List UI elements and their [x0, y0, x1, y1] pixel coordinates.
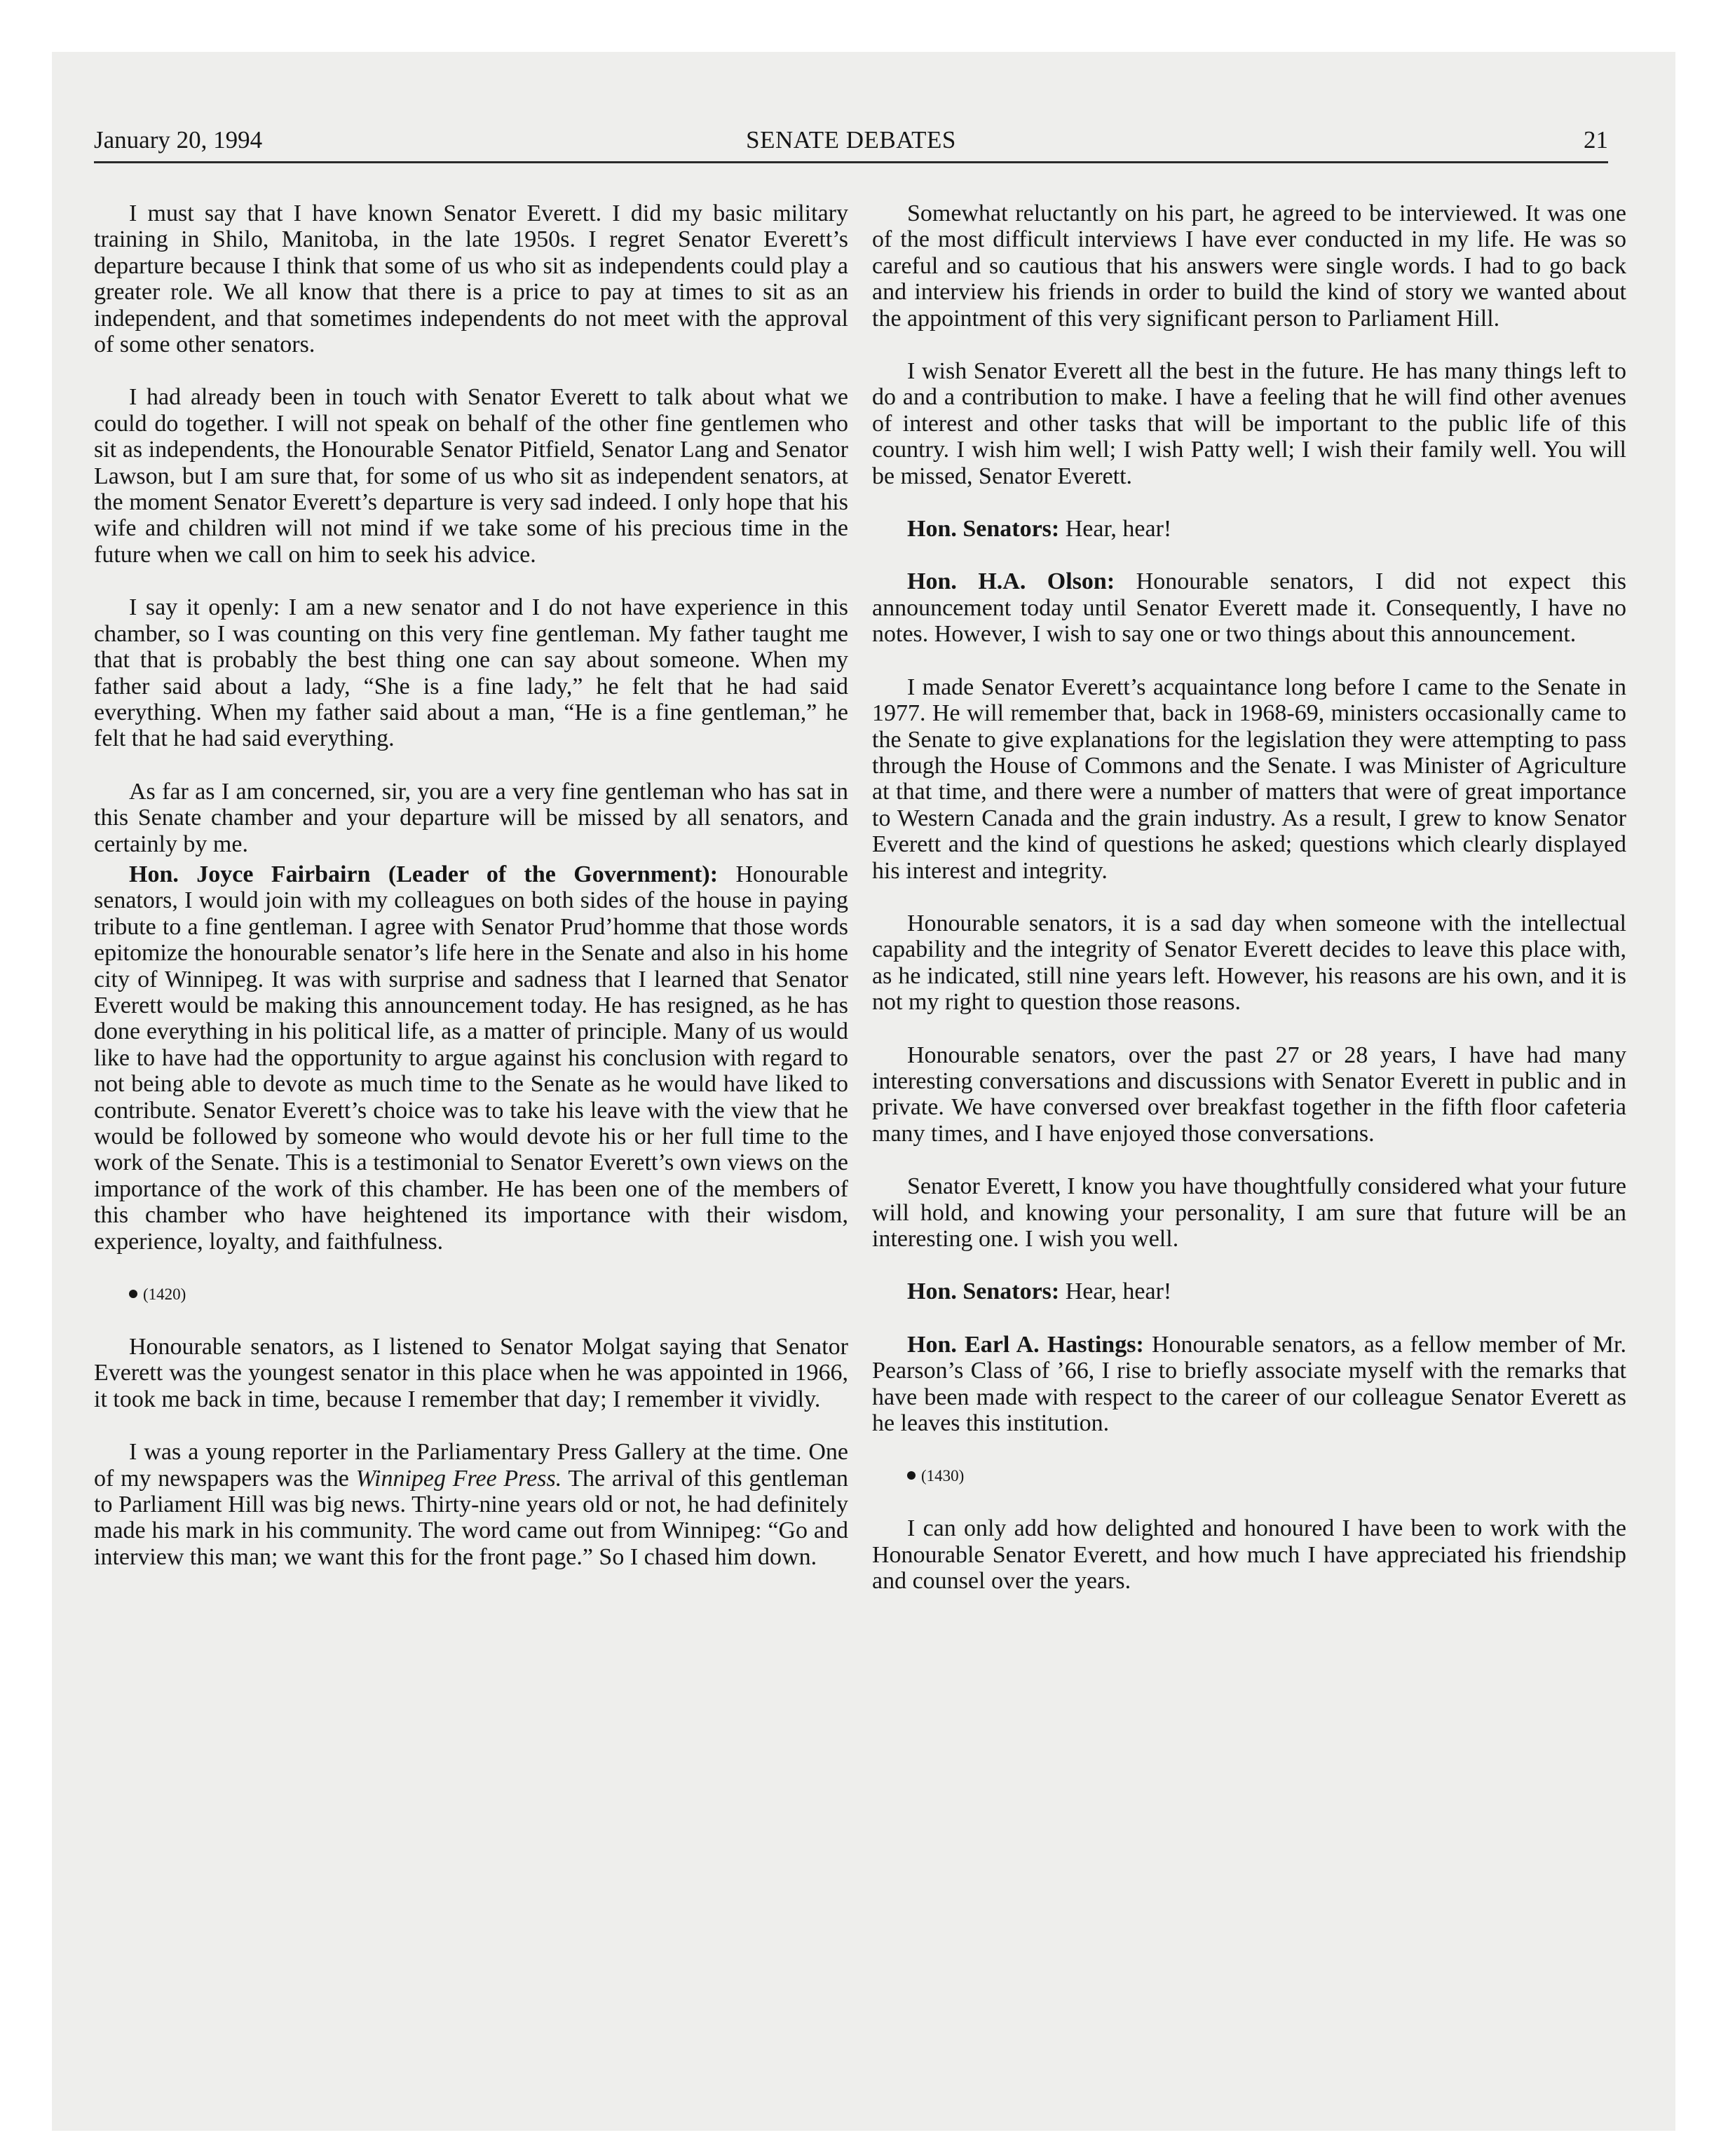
time-marker-label: (1430) [921, 1467, 965, 1485]
paragraph: Somewhat reluctantly on his part, he agreed to be interviewed. It was one of the most difficult interviews I have ever conducted in my life. He was so careful and so cautious that his answers were single words. I had to go back and interview his friends in order to build the kind of story we wanted about the appointment of this very significant person to Parliament Hill. [872, 200, 1626, 332]
speech-text: Honourable senators, I would join with my colleagues on both sides of the house in paying tribute to a fine gentleman. I agree with Senator Prud’homme that those words epitomize the honourable senator’s life here in the Senate and also in his home city of Winnipeg. It was with surprise and sadness that I learned that Senator Everett would be making this announcement today. He has resigned, as he has done everything in his political life, as a matter of principle. Many of us would like to have had the opportunity to argue against his conclusion with regard to not being able to devote as much time to the Senate as he would have liked to contribute. Senator Everett’s choice was to take his leave with the view that he would be followed by someone who would devote his or her full time to the work of the Senate. This is a testimonial to Senator Everett’s own views on the importance of the work of this chamber. He has been one of the members of this chamber who have heightened its importance with their wisdom, experience, loyalty, and faithfulness. [94, 861, 848, 1255]
document-page [52, 52, 1675, 2131]
speaker-name: Hon. Senators: [907, 1278, 1060, 1305]
paragraph: I can only add how delighted and honoured I have been to work with the Honourable Senator Everett, and how much I have appreciated his friendship and counsel over the years. [872, 1515, 1626, 1595]
speech-paragraph [94, 861, 848, 1255]
speech-text: Hear, hear! [1059, 516, 1172, 543]
time-marker-label: (1420) [143, 1285, 186, 1304]
paragraph [94, 1439, 848, 1570]
paragraph: Honourable senators, as I listened to Senator Molgat saying that Senator Everett was the youngest senator in this place when he was appointed in 1966, it took me back in time, because I remember that day; I remember it vividly. [94, 1334, 848, 1412]
left-column [94, 200, 848, 1597]
paragraph-text: The arrival of this gentleman to Parliament Hill was big news. Thirty-nine years old or not, he had definitely made his mark in his community. The word came out from Winnipeg: “Go and interview this man; we want this for the front page.” So I chased him down. [94, 1465, 848, 1570]
paragraph: I must say that I have known Senator Everett. I did my basic military training in Shilo, Manitoba, in the late 1950s. I regret Senator Everett’s departure because I think that some of us who sit as independents could play a greater role. We all know that there is a price to pay at times to sit as an independent, and that sometimes independents do not meet with the approval of some other senators. [94, 200, 848, 358]
speaker-name: Hon. Joyce Fairbairn (Leader of the Government): [129, 861, 719, 887]
paragraph: Honourable senators, it is a sad day when someone with the intellectual capability and the integrity of Senator Everett decides to leave this place with, as he indicated, still nine years left. However, his reasons are his own, and it is not my right to question those reasons. [872, 910, 1626, 1016]
speech-paragraph [872, 1278, 1626, 1304]
speaker-name: Hon. Senators: [907, 516, 1060, 543]
paragraph: I made Senator Everett’s acquaintance long before I came to the Senate in 1977. He will remember that, back in 1968-69, ministers occasionally came to the Senate to give explanations for the legislation they were attempting to pass through the House of Commons and the Senate. I was Minister of Agriculture at that time, and there were a number of matters that were of great importance to Western Canada and the grain industry. As a result, I grew to know Senator Everett and the kind of questions he asked; questions which clearly displayed his interest and integrity. [872, 674, 1626, 884]
header-date: January 20, 1994 [94, 126, 263, 153]
speech-text: Hear, hear! [1059, 1278, 1172, 1305]
paragraph-text: I was a young reporter in the Parliamentary Press Gallery at the time. One of my newspapers was the [94, 1439, 848, 1492]
speaker-name: Hon. Earl A. Hastings: [907, 1331, 1144, 1358]
time-marker [129, 1281, 848, 1307]
speech-text: Honourable senators, I did not expect this announcement today until Senator Everett made it. Consequently, I have no notes. However, I wish to say one or two things about this announcement. [872, 568, 1626, 648]
speech-paragraph [872, 1332, 1626, 1437]
paragraph: Honourable senators, over the past 27 or 28 years, I have had many interesting conversations and discussions with Senator Everett in public and in private. We have conversed over breakfast together in the fifth floor cafeteria many times, and I have enjoyed those conversations. [872, 1042, 1626, 1147]
newspaper-title: Winnipeg Free Press. [355, 1465, 562, 1492]
speaker-name: Hon. H.A. Olson: [907, 568, 1115, 595]
time-marker [907, 1463, 1626, 1489]
right-column [872, 200, 1626, 1621]
paragraph: I wish Senator Everett all the best in the future. He has many things left to do and a contribution to make. I have a feeling that he will find other avenues of interest and other tasks that will be important to the public life of this country. I wish him well; I wish Patty well; I wish their family well. You will be missed, Senator Everett. [872, 358, 1626, 489]
bullet-icon [907, 1471, 916, 1480]
bullet-icon [129, 1290, 137, 1298]
paragraph: I say it openly: I am a new senator and I do not have experience in this chamber, so I was counting on this very fine gentleman. My father taught me that that is probably the best thing one can say about someone. When my father said about a lady, “She is a fine lady,” he felt that he had said everything. When my father said about a man, “He is a fine gentleman,” he felt that he had said everything. [94, 594, 848, 752]
header-page-number: 21 [1584, 126, 1608, 153]
speech-paragraph [872, 516, 1626, 542]
speech-paragraph [872, 568, 1626, 647]
paragraph: Senator Everett, I know you have thoughtfully considered what your future will hold, and knowing your personality, I am sure that future will be an interesting one. I wish you well. [872, 1173, 1626, 1252]
paragraph: As far as I am concerned, sir, you are a very fine gentleman who has sat in this Senate chamber and your departure will be missed by all senators, and certainly by me. [94, 778, 848, 857]
header-title: SENATE DEBATES [746, 126, 956, 153]
speech-text: Honourable senators, as a fellow member of Mr. Pearson’s Class of ’66, I rise to briefly associate myself with the remarks that have been made with respect to the career of our colleague Senator Everett as he leaves this institution. [872, 1331, 1626, 1437]
running-header [94, 125, 1608, 163]
paragraph: I had already been in touch with Senator Everett to talk about what we could do together. I will not speak on behalf of the other fine gentlemen who sit as independents, the Honourable Senator Pitfield, Senator Lang and Senator Lawson, but I am sure that, for some of us who sit as independent senators, at the moment Senator Everett’s departure is very sad indeed. I only hope that his wife and children will not mind if we take some of his precious time in the future when we call on him to seek his advice. [94, 384, 848, 568]
